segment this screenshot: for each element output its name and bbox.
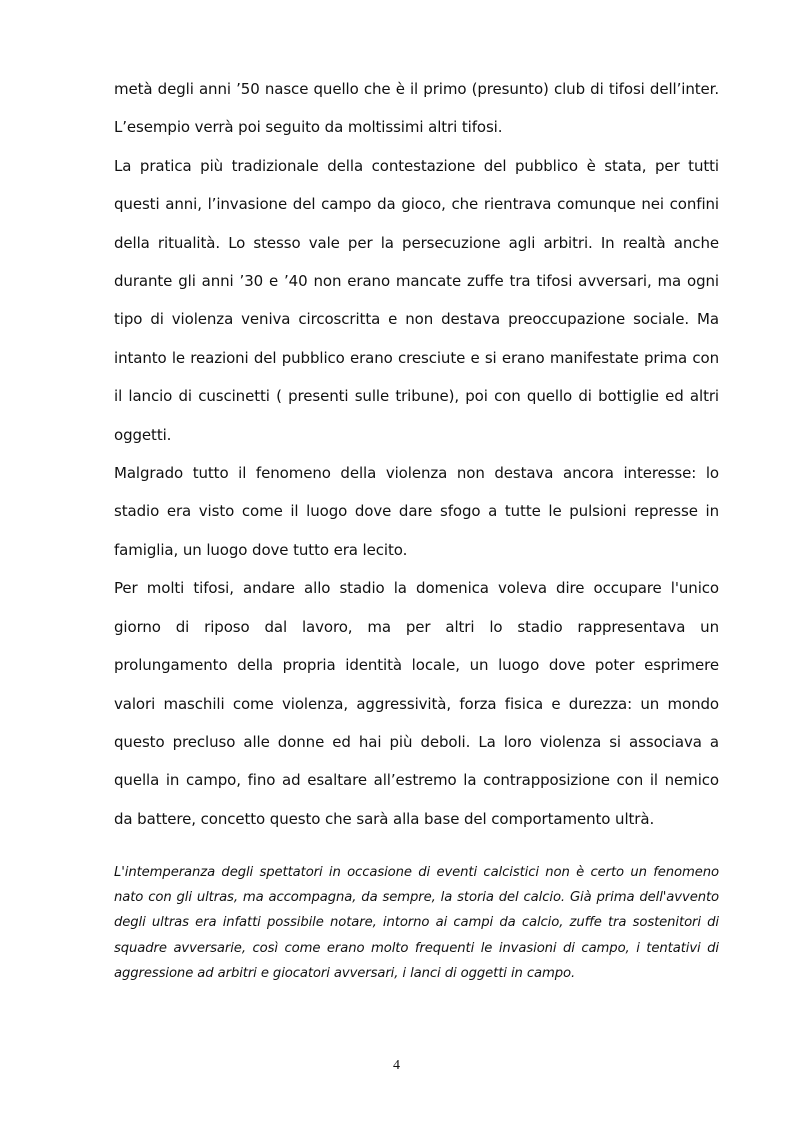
paragraph-3: Malgrado tutto il fenomeno della violenza non destava ancora interesse: lo stadio era visto come il luogo dove dare sfogo a tutte le pulsioni represse in famiglia, un luogo dove tutto era lecito. — [114, 464, 719, 559]
page-number: 4 — [393, 1058, 400, 1073]
paragraph-2: La pratica più tradizionale della contestazione del pubblico è stata, per tutti questi anni, l’invasione del campo da gioco, che rientrava comunque nei confini della ritualità. Lo stesso vale per la persecuzione agli arbitri. In realtà anche durante gli anni ’30 e ’40 non erano mancate zuffe tra tifosi avversari, ma ogni tipo di violenza veniva circoscritta e non destava preoccupazione sociale. Ma intanto le reazioni del pubblico erano cresciute e si erano manifestate prima con il lancio di cuscinetti ( presenti sulle tribune), poi con quello di bottiglie ed altri oggetti. — [114, 156, 719, 444]
paragraph-4: Per molti tifosi, andare allo stadio la domenica voleva dire occupare l'unico giorno di riposo dal lavoro, ma per altri lo stadio rappresentava un prolungamento della propria identità locale, un luogo dove poter esprimere valori maschili come violenza, aggressività, forza fisica e durezza: un mondo questo precluso alle donne ed hai più deboli. La loro violenza si associava a quella in campo, fino ad esaltare all’estremo la contrapposizione con il nemico da battere, concetto questo che sarà alla base del comportamento ultrà. — [114, 579, 719, 828]
italic-quote — [114, 860, 719, 986]
quote-text: L'intemperanza degli spettatori in occasione di eventi calcistici non è certo un fenomeno nato con gli ultras, ma accompagna, da sempre, la storia del calcio. Già prima dell'avvento degli ultras era infatti possibile notare, intorno ai campi da calcio, zuffe tra sostenitori di squadre avversarie, così come erano molto frequenti le invasioni di campo, i tentativi di aggressione ad arbitri e giocatori avversari, i lanci di oggetti in campo. — [114, 865, 719, 981]
body-text — [114, 70, 719, 838]
paragraph-1: metà degli anni ’50 nasce quello che è il primo (presunto) club di tifosi dell’inter. L’esempio verrà poi seguito da moltissimi altri tifosi. — [114, 80, 719, 137]
